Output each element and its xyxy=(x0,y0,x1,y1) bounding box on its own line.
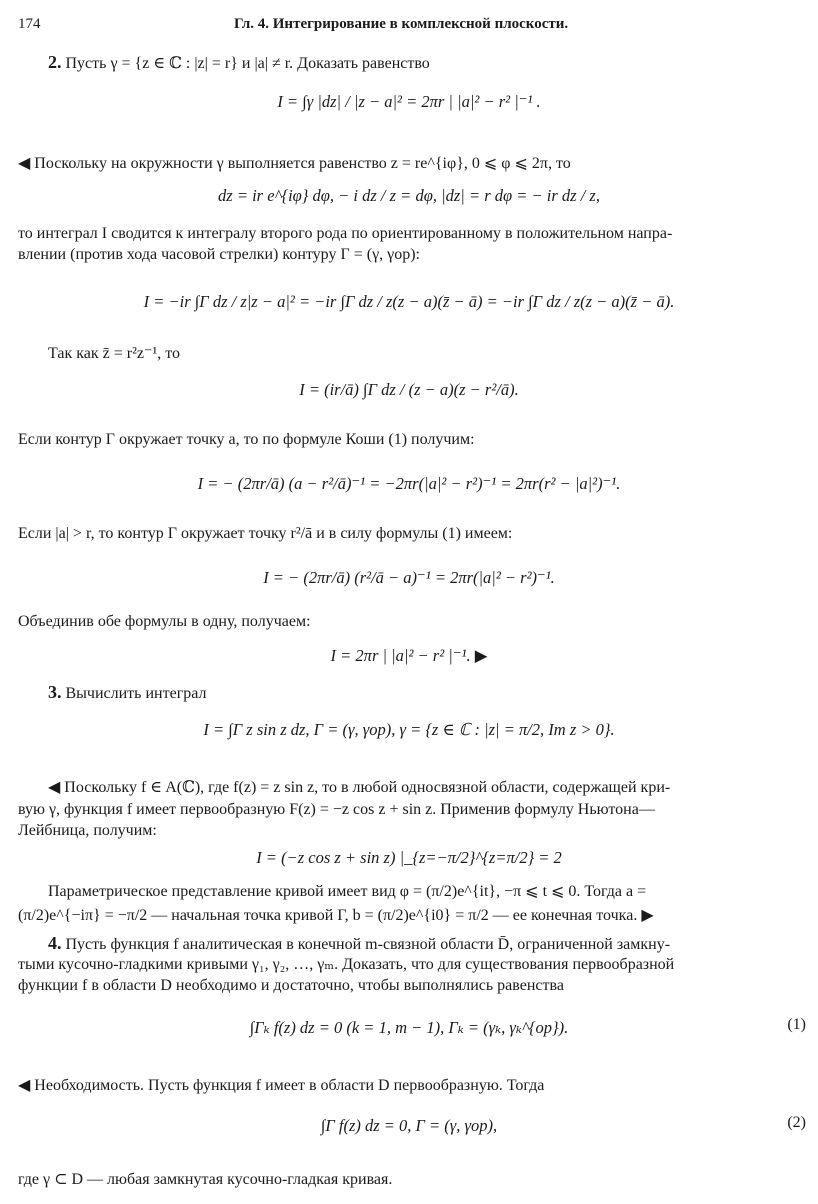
problem-3-solution-line-1: ◀ Поскольку f ∈ A(ℂ), где f(z) = z sin z, то в любой односвязной области, содержащей кри- xyxy=(48,779,671,796)
problem-2-case-equation: I = − (2πr/ā) (r²/ā − a)⁻¹ = 2πr(|a|² − r²)⁻¹. xyxy=(263,568,555,587)
problem-2-equation: I = ∫γ |dz| / |z − a|² = 2πr | |a|² − r² |⁻¹ . xyxy=(277,92,541,111)
problem-3-number: 3. xyxy=(48,682,62,702)
problem-2-case-line: Если |a| > r, то контур Γ окружает точку r²/ā и в силу формулы (1) имеем: xyxy=(18,525,513,542)
problem-2-cauchy-equation: I = − (2πr/ā) (a − r²/ā)⁻¹ = −2πr(|a|² − r²)⁻¹ = 2πr(r² − |a|²)⁻¹. xyxy=(197,474,621,493)
problem-4-equation-1: ∫Γₖ f(z) dz = 0 (k = 1, m − 1), Γₖ = (γₖ, γₖ^{ор}). xyxy=(249,1018,569,1037)
problem-2-since-line: Так как z̄ = r²z⁻¹, то xyxy=(48,345,181,362)
problem-4-statement-1: Пусть функция f аналитическая в конечной m-связной области D̄, ограниченной замкну- xyxy=(65,936,671,953)
problem-3-equation: I = ∫Γ z sin z dz, Γ = (γ, γор), γ = {z ∈ ℂ : |z| = π/2, Im z > 0}. xyxy=(203,720,615,739)
equation-1-number: (1) xyxy=(787,1016,806,1033)
problem-2-solution-line-2: то интеграл I сводится к интегралу второго рода по ориентированному в положительном напра- xyxy=(18,225,673,242)
problem-3-solution-line-3: Лейбница, получим: xyxy=(18,822,157,839)
problem-3-newton-equation: I = (−z cos z + sin z) |_{z=−π/2}^{z=π/2} = 2 xyxy=(256,848,562,867)
problem-2-since-equation: I = (ir/ā) ∫Γ dz / (z − a)(z − r²/ā). xyxy=(299,380,519,399)
problem-2-contour-integral: I = −ir ∫Γ dz / z|z − a|² = −ir ∫Γ dz / z(z − a)(z̄ − ā) = −ir ∫Γ dz / z(z − a)(z̄ − ā). xyxy=(143,292,675,311)
problem-2-statement: Пусть γ = {z ∈ ℂ : |z| = r} и |a| ≠ r. Доказать равенство xyxy=(65,55,430,72)
problem-4-equation-2: ∫Γ f(z) dz = 0, Γ = (γ, γор), xyxy=(320,1116,498,1135)
problem-2-cauchy-line: Если контур Γ окружает точку a, то по формуле Коши (1) получим: xyxy=(18,431,475,448)
equation-2-number: (2) xyxy=(787,1114,806,1131)
problem-2-dz-equation: dz = ir e^{iφ} dφ, − i dz / z = dφ, |dz| = r dφ = − ir dz / z, xyxy=(218,186,600,205)
problem-4-statement-2: тыми кусочно-гладкими кривыми γ₁, γ₂, …, γₘ. Доказать, что для существования первообразной xyxy=(18,956,675,973)
problem-3-solution-line-2: вую γ, функция f имеет первообразную F(z) = −z cos z + sin z. Применив формулу Ньютона— xyxy=(18,801,655,818)
problem-4-statement-3: функции f в области D необходимо и достаточно, чтобы выполнялись равенства xyxy=(18,977,564,994)
problem-4-number: 4. xyxy=(48,933,62,953)
problem-2-final-equation: I = 2πr | |a|² − r² |⁻¹. ▶ xyxy=(330,646,488,665)
problem-2-solution-line-1: ◀ Поскольку на окружности γ выполняется равенство z = re^{iφ}, 0 ⩽ φ ⩽ 2π, то xyxy=(18,155,571,172)
page-number: 174 xyxy=(18,16,41,32)
problem-3-param-line-2: (π/2)e^{−iπ} = −π/2 — начальная точка кривой Γ, b = (π/2)e^{i0} = π/2 — ее конечная точка. ▶ xyxy=(18,907,654,924)
running-title: Гл. 4. Интегрирование в комплексной плоскости. xyxy=(234,16,569,32)
problem-2-heading xyxy=(48,52,430,74)
problem-2-number: 2. xyxy=(48,52,62,72)
problem-4-necessity-line: ◀ Необходимость. Пусть функция f имеет в области D первообразную. Тогда xyxy=(18,1077,545,1094)
problem-3-param-line-1: Параметрическое представление кривой имеет вид φ = (π/2)e^{it}, −π ⩽ t ⩽ 0. Тогда a = xyxy=(48,883,647,900)
problem-2-solution-line-3: влении (против хода часовой стрелки) контуру Γ = (γ, γор): xyxy=(18,246,420,263)
problem-3-statement: Вычислить интеграл xyxy=(65,685,207,702)
problem-4-heading xyxy=(48,933,670,955)
problem-4-last-line: где γ ⊂ D — любая замкнутая кусочно-гладкая кривая. xyxy=(18,1171,393,1188)
problem-3-heading xyxy=(48,682,206,704)
problem-2-combine-line: Объединив обе формулы в одну, получаем: xyxy=(18,613,311,630)
